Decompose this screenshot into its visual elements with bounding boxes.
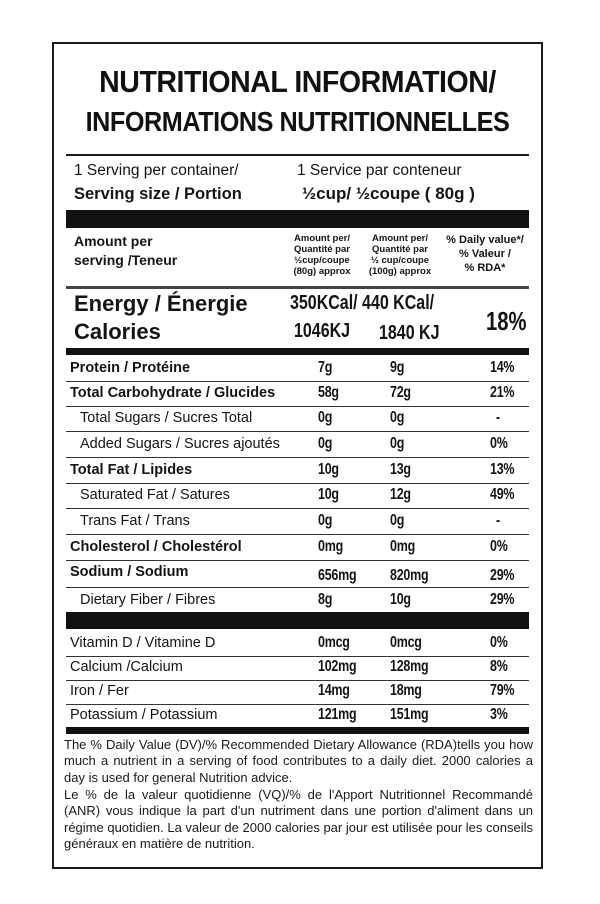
nutrient-row-carbohydrate bbox=[66, 382, 529, 407]
amount-100g: 9g bbox=[390, 359, 405, 376]
nutrition-facts-panel bbox=[52, 42, 543, 869]
nutrient-label: Potassium / Potassium bbox=[70, 707, 218, 723]
vitamin-row-vitamin-d bbox=[66, 632, 529, 657]
nutrient-row-protein bbox=[66, 357, 529, 382]
daily-value: 8% bbox=[490, 658, 508, 675]
nutrient-label: Dietary Fiber / Fibres bbox=[80, 592, 216, 608]
daily-value: - bbox=[496, 512, 500, 529]
amount-100g: 0mcg bbox=[390, 634, 422, 651]
amount-80g: 0g bbox=[318, 435, 333, 452]
vitamin-row-calcium bbox=[66, 656, 529, 681]
daily-value: 79% bbox=[490, 682, 515, 699]
amount-100g: 151mg bbox=[390, 706, 429, 723]
nutrient-label: Saturated Fat / Satures bbox=[80, 487, 230, 503]
daily-value: - bbox=[496, 409, 500, 426]
amount-80g: 656mg bbox=[318, 567, 357, 584]
amount-80g: 0mcg bbox=[318, 634, 350, 651]
energy-kj-100g: 1840 KJ bbox=[379, 322, 440, 344]
daily-value: 0% bbox=[490, 435, 508, 452]
nutrient-label: Calcium /Calcium bbox=[70, 659, 183, 675]
nutrient-label: Cholesterol / Cholestérol bbox=[70, 539, 242, 555]
amount-80g: 0mg bbox=[318, 538, 343, 555]
amount-80g: 58g bbox=[318, 384, 339, 401]
nutrient-row-cholesterol bbox=[66, 536, 529, 561]
nutrient-label: Added Sugars / Sucres ajoutés bbox=[80, 436, 280, 452]
energy-divider bbox=[66, 348, 529, 355]
energy-label: Energy / Énergie Calories bbox=[74, 291, 248, 344]
amount-100g: 820mg bbox=[390, 567, 429, 584]
title-french: INFORMATIONS NUTRITIONNELLES bbox=[85, 106, 510, 137]
nutrient-label: Vitamin D / Vitamine D bbox=[70, 635, 216, 651]
vitamin-row-iron bbox=[66, 680, 529, 705]
amount-100g: 13g bbox=[390, 461, 411, 478]
nutrient-label: Trans Fat / Trans bbox=[80, 513, 190, 529]
energy-kcal: 350KCal/ 440 KCal/ bbox=[290, 292, 435, 314]
nutrient-row-total-sugars bbox=[66, 407, 529, 432]
energy-kj-80g: 1046KJ bbox=[294, 320, 351, 342]
nutrient-label: Protein / Protéine bbox=[70, 360, 191, 376]
amount-100g: 0mg bbox=[390, 538, 415, 555]
energy-daily-value: 18% bbox=[486, 306, 527, 336]
serving-size-label: Serving size / Portion bbox=[74, 185, 242, 203]
daily-value: 49% bbox=[490, 486, 515, 503]
amount-80g: 8g bbox=[318, 591, 333, 608]
amount-100g: 128mg bbox=[390, 658, 429, 675]
amount-100g: 10g bbox=[390, 591, 411, 608]
nutrient-label: Total Fat / Lipides bbox=[70, 462, 193, 478]
nutrient-label: Sodium / Sodium bbox=[70, 564, 189, 580]
nutrient-row-saturated-fat bbox=[66, 484, 529, 509]
thick-divider bbox=[66, 210, 529, 228]
header-divider bbox=[66, 286, 529, 289]
daily-value: 13% bbox=[490, 461, 515, 478]
amount-per-serving-label: Amount per serving /Teneur bbox=[74, 233, 178, 268]
amount-100g: 0g bbox=[390, 409, 405, 426]
vitamin-row-potassium bbox=[66, 704, 529, 728]
amount-80g: 10g bbox=[318, 461, 339, 478]
amount-80g: 7g bbox=[318, 359, 333, 376]
nutrient-label: Iron / Fer bbox=[70, 683, 129, 699]
amount-100g: 0g bbox=[390, 512, 405, 529]
nutrient-row-trans-fat bbox=[66, 510, 529, 535]
title-english: NUTRITIONAL INFORMATION/ bbox=[99, 64, 496, 99]
daily-value: 3% bbox=[490, 706, 508, 723]
amount-100g: 12g bbox=[390, 486, 411, 503]
nutrient-row-dietary-fiber bbox=[66, 589, 529, 613]
title-divider bbox=[66, 154, 529, 156]
nutrient-label: Total Carbohydrate / Glucides bbox=[70, 385, 276, 401]
amount-100g: 0g bbox=[390, 435, 405, 452]
serving-size-value: ½cup/ ½coupe ( 80g ) bbox=[302, 184, 475, 203]
amount-80g: 0g bbox=[318, 409, 333, 426]
column-header-100g: Amount per/ Quantité par ½ cup/coupe (100g) approx bbox=[368, 233, 432, 277]
daily-value: 29% bbox=[490, 567, 515, 584]
footnote-english: The % Daily Value (DV)/% Recommended Dietary Allowance (RDA)tells you how much a nutrient in a serving of food contributes to a daily diet. 2000 calories a day is used for general Nutrition advice. bbox=[64, 737, 533, 785]
amount-80g: 10g bbox=[318, 486, 339, 503]
amount-80g: 121mg bbox=[318, 706, 357, 723]
footnote-french: Le % de la valeur quotidienne (VQ)/% de l'Apport Nutritionnel Recommandé (ANR) vous indique la part d'un nutriment dans une portion d'aliment dans un régime quotidien. La valeur de 2000 calories par jour est utilisée pour les conseils généraux en matière de nutrition. bbox=[64, 787, 533, 852]
nutrient-row-added-sugars bbox=[66, 433, 529, 458]
daily-value: 29% bbox=[490, 591, 515, 608]
vitamins-divider bbox=[66, 612, 529, 629]
amount-80g: 14mg bbox=[318, 682, 350, 699]
column-header-daily-value: % Daily value*/ % Valeur / % RDA* bbox=[446, 234, 524, 274]
daily-value: 0% bbox=[490, 538, 508, 555]
amount-100g: 72g bbox=[390, 384, 411, 401]
nutrient-label: Total Sugars / Sucres Total bbox=[80, 410, 253, 426]
column-header-80g: Amount per/ Quantité par ½cup/coupe (80g) approx bbox=[293, 233, 351, 277]
amount-100g: 18mg bbox=[390, 682, 422, 699]
daily-value: 14% bbox=[490, 359, 515, 376]
nutrient-row-sodium bbox=[66, 561, 529, 588]
daily-value: 21% bbox=[490, 384, 515, 401]
amount-80g: 102mg bbox=[318, 658, 357, 675]
servings-per-container-fr: 1 Service par conteneur bbox=[297, 162, 462, 179]
footnote-divider bbox=[66, 727, 529, 734]
servings-per-container-en: 1 Serving per container/ bbox=[74, 162, 239, 179]
nutrient-row-total-fat bbox=[66, 459, 529, 484]
amount-80g: 0g bbox=[318, 512, 333, 529]
daily-value: 0% bbox=[490, 634, 508, 651]
